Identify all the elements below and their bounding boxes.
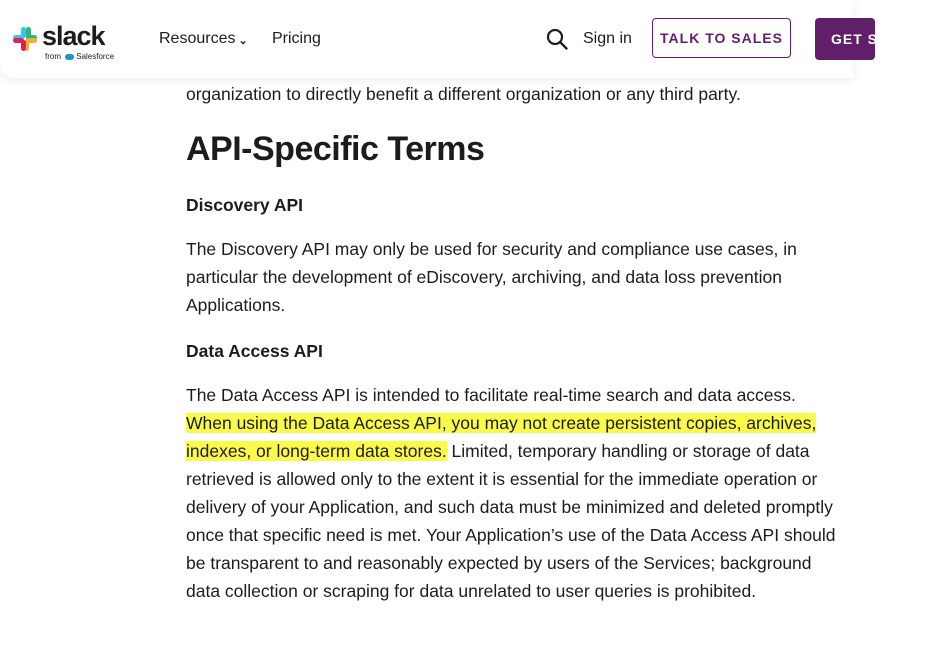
search-button[interactable]	[545, 27, 569, 51]
search-icon	[545, 27, 569, 51]
site-header	[0, 0, 940, 78]
sign-in-link[interactable]: Sign in	[583, 30, 632, 47]
highlighted-text: When using the Data Access API, you may not create persistent copies, archives, indexes, or long-term data stores.	[186, 413, 817, 461]
logo-tagline	[45, 52, 114, 61]
section-title: API-Specific Terms	[186, 130, 485, 168]
discovery-api-paragraph: The Discovery API may only be used for security and compliance use cases, in particular the development of eDiscovery, archiving, and data loss prevention Applications.	[186, 239, 797, 315]
salesforce-cloud-icon	[65, 54, 74, 60]
nav-resources-label: Resources	[159, 30, 236, 47]
nav-pricing[interactable]: Pricing	[272, 30, 321, 47]
chevron-down-icon: ⌄	[238, 35, 248, 47]
nav-resources[interactable]	[159, 30, 248, 48]
logo-wordmark: slack	[42, 21, 105, 51]
discovery-api-heading: Discovery API	[186, 195, 304, 215]
data-access-intro: The Data Access API is intended to facilitate real-time search and data access.	[186, 385, 796, 405]
logo-tagline-brand: Salesforce	[76, 52, 115, 61]
logo-tagline-from: from	[45, 52, 61, 61]
get-started-button[interactable]: GET STARTED	[815, 18, 875, 60]
slack-logo-icon	[12, 26, 38, 52]
slack-logo[interactable]	[12, 21, 122, 62]
previous-paragraph-tail: organization to directly benefit a different organization or any third party.	[186, 84, 741, 104]
talk-to-sales-button[interactable]: TALK TO SALES	[652, 18, 791, 58]
data-access-rest: Limited, temporary handling or storage of data retrieved is allowed only to the extent it is essential for the immediate operation or delivery of your Application, and such data must be minimized and deleted promptly once that specific need is met. Your Application’s use of the Data Access API should be transparent to and reasonably expected by users of the Services; background data collection or scraping for data unrelated to user queries is prohibited.	[186, 441, 836, 601]
data-access-api-paragraph	[186, 381, 836, 605]
data-access-api-heading: Data Access API	[186, 341, 323, 361]
